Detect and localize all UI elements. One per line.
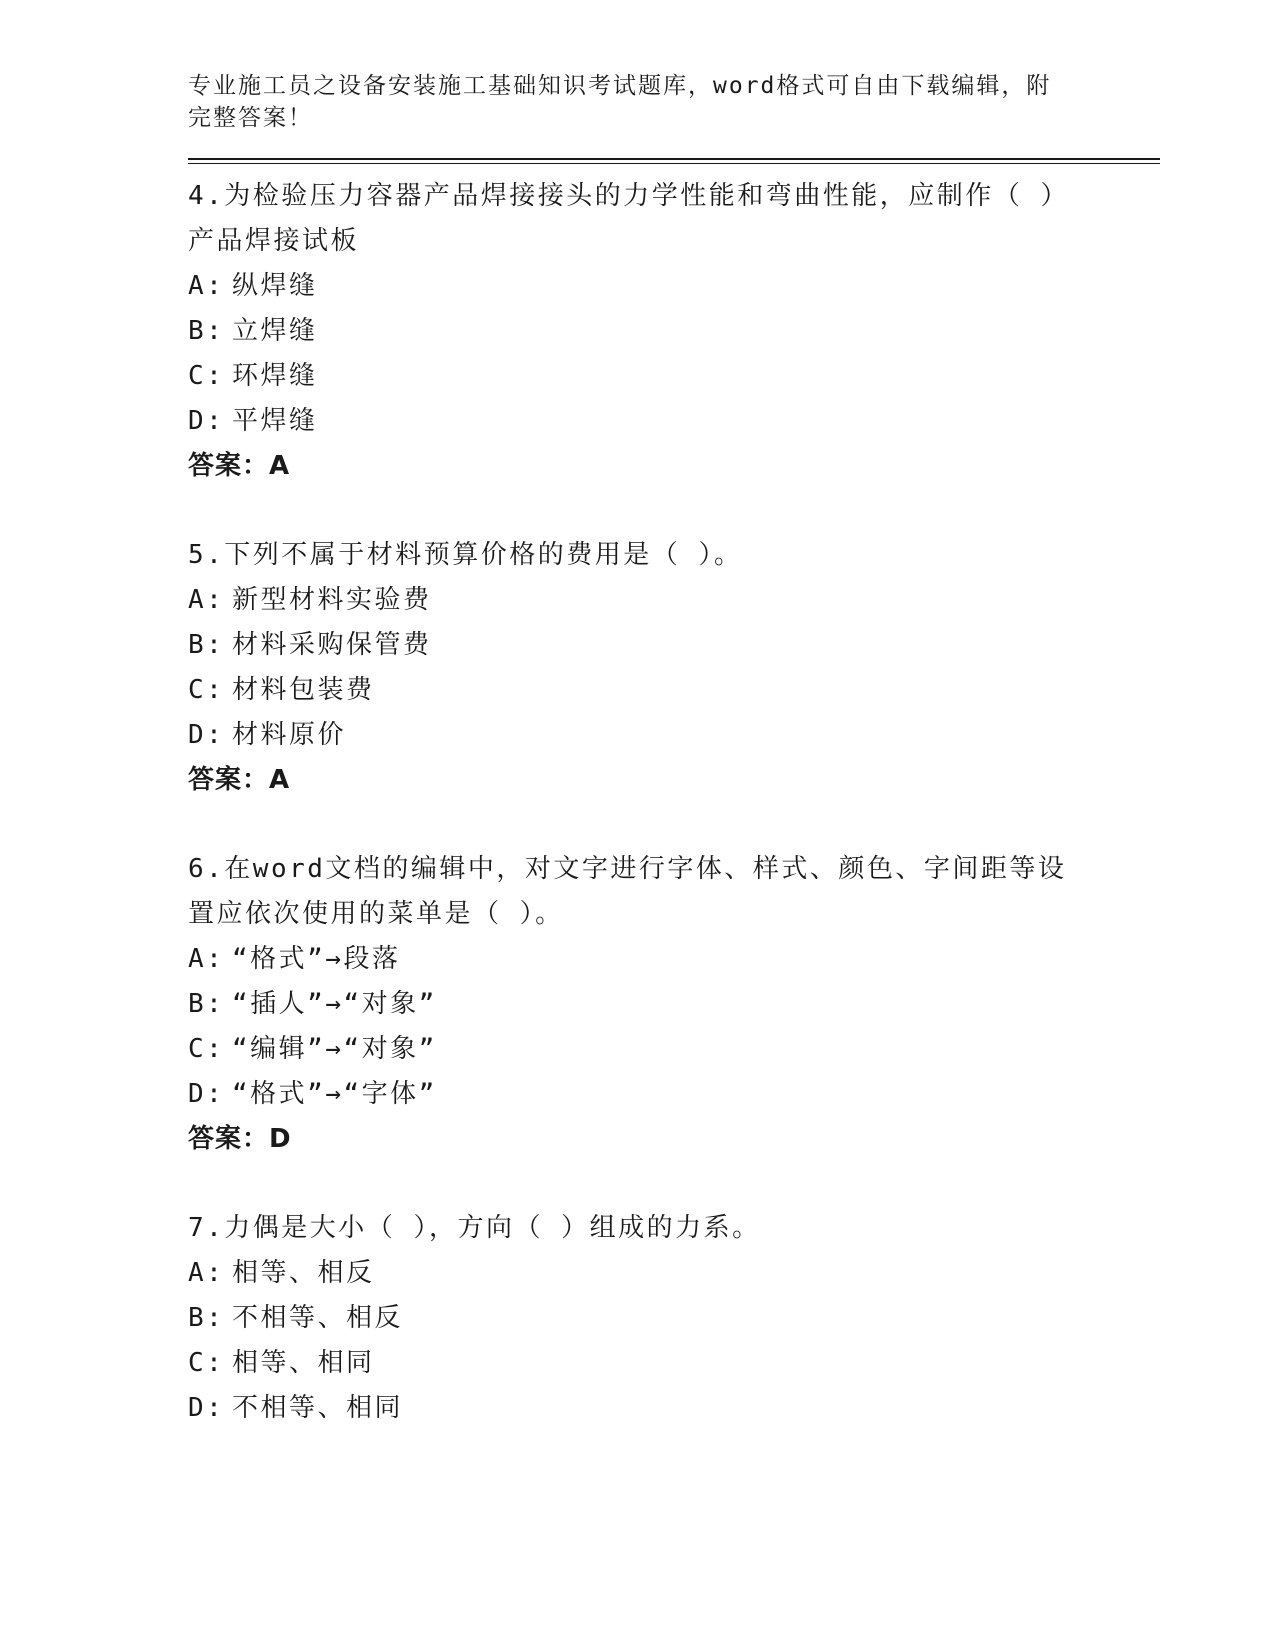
answer-line: 答案：A: [188, 451, 291, 481]
option-d: [188, 1386, 1160, 1431]
option-c: [188, 668, 1160, 713]
question-item: [188, 533, 1160, 803]
question-list: [188, 174, 1160, 1431]
option-text: 材料包装费: [232, 675, 375, 705]
document-page: [188, 70, 1160, 1475]
question-item: [188, 174, 1160, 489]
option-key: C:: [188, 1034, 225, 1064]
answer-line: 答案：D: [188, 1124, 292, 1154]
option-a: [188, 1251, 1160, 1296]
option-d: [188, 1072, 1160, 1117]
option-key: C:: [188, 1348, 225, 1378]
divider-thick-line: [188, 158, 1160, 160]
option-key: C:: [188, 361, 225, 391]
option-text: 新型材料实验费: [232, 585, 432, 615]
option-text: “格式”→“字体”: [232, 1079, 437, 1109]
option-key: B:: [188, 316, 225, 346]
question-item: [188, 847, 1160, 1162]
option-a: [188, 937, 1160, 982]
option-text: 不相等、相同: [232, 1393, 404, 1423]
option-key: A:: [188, 944, 225, 974]
option-text: “编辑”→“对象”: [232, 1034, 437, 1064]
option-d: [188, 399, 1160, 444]
option-b: [188, 982, 1160, 1027]
option-text: 纵焊缝: [232, 271, 318, 301]
option-b: [188, 309, 1160, 354]
option-b: [188, 1296, 1160, 1341]
option-key: D:: [188, 1079, 225, 1109]
document-header-title: 专业施工员之设备安装施工基础知识考试题库，word格式可自由下载编辑，附完整答案！: [188, 73, 1052, 131]
option-text: 相等、相同: [232, 1348, 375, 1378]
option-c: [188, 354, 1160, 399]
question-stem: 5.下列不属于材料预算价格的费用是（ ）。: [188, 540, 743, 570]
option-key: D:: [188, 1393, 225, 1423]
option-key: C:: [188, 675, 225, 705]
option-c: [188, 1341, 1160, 1386]
divider-thin-line: [188, 163, 1160, 164]
option-text: 平焊缝: [232, 406, 318, 436]
option-d: [188, 713, 1160, 758]
option-c: [188, 1027, 1160, 1072]
option-text: “插人”→“对象”: [232, 989, 437, 1019]
option-text: 不相等、相反: [232, 1303, 404, 1333]
option-text: 相等、相反: [232, 1258, 375, 1288]
option-text: 环焊缝: [232, 361, 318, 391]
option-text: 材料原价: [232, 720, 347, 750]
header-divider: [188, 158, 1160, 164]
option-key: B:: [188, 630, 225, 660]
option-key: B:: [188, 989, 225, 1019]
option-key: A:: [188, 271, 225, 301]
question-item: [188, 1206, 1160, 1431]
answer-line: 答案：A: [188, 765, 291, 795]
question-stem: 7.力偶是大小（ ），方向（ ）组成的力系。: [188, 1213, 761, 1243]
option-b: [188, 623, 1160, 668]
option-key: D:: [188, 720, 225, 750]
question-stem: 6.在word文档的编辑中，对文字进行字体、样式、颜色、字间距等设置应依次使用的菜单是（ ）。: [188, 854, 1067, 929]
option-a: [188, 578, 1160, 623]
option-key: D:: [188, 406, 225, 436]
option-key: A:: [188, 585, 225, 615]
option-text: 立焊缝: [232, 316, 318, 346]
option-text: “格式”→段落: [232, 944, 401, 974]
option-key: B:: [188, 1303, 225, 1333]
option-text: 材料采购保管费: [232, 630, 432, 660]
question-stem: 4.为检验压力容器产品焊接接头的力学性能和弯曲性能，应制作（ ）产品焊接试板: [188, 181, 1069, 256]
option-key: A:: [188, 1258, 225, 1288]
option-a: [188, 264, 1160, 309]
